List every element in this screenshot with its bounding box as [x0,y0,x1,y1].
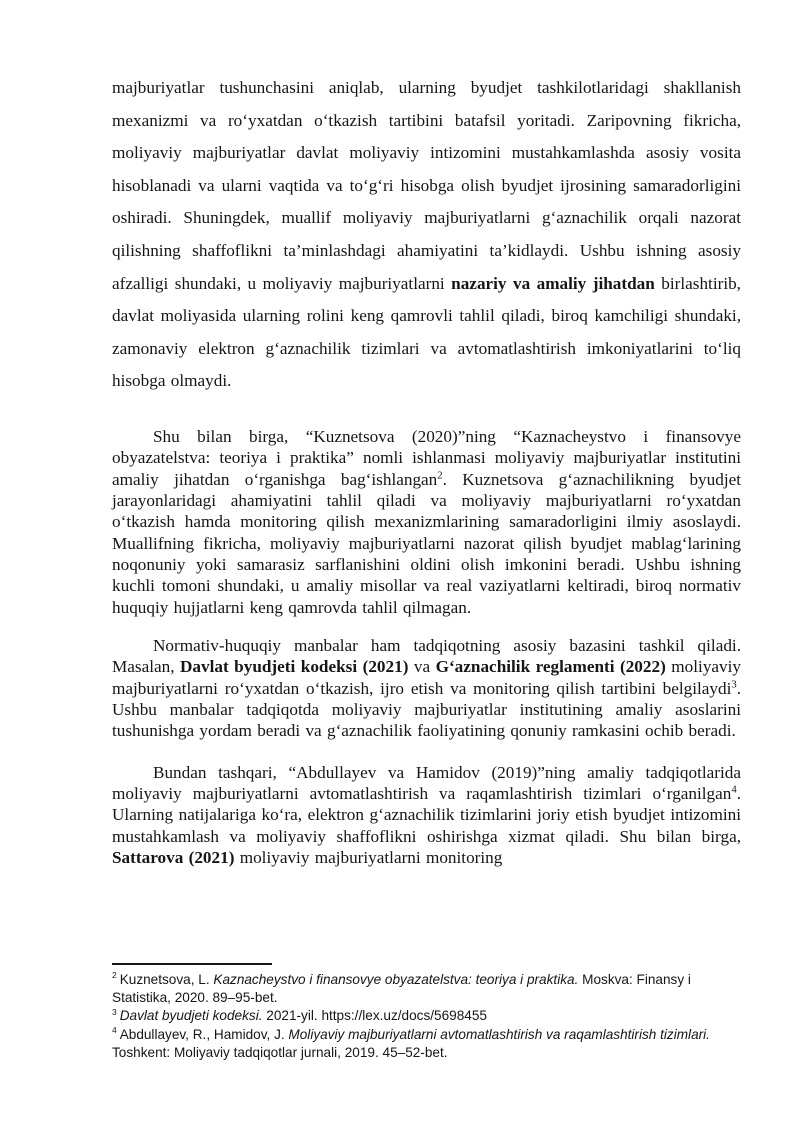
text-run: birlashtirib, davlat moliyasida ularning rolini keng qamrovli tahlil qiladi, biroq kamchiligi shundaki, zamonaviy elektron g‘aznachilik tizimlari va avtomatlashtirish imkoniyatlarini to‘liq hisobga olmaydi. [112,273,741,391]
footnote-marker: 4 [112,1025,117,1036]
paragraph [112,635,741,742]
italic-title: Kaznacheystvo i finansovye obyazatelstva: teoriya i praktika. [213,972,579,987]
footnote-url: https://lex.uz/docs/5698455 [321,1008,487,1024]
bold-emphasis: nazariy va amaliy jihatdan [451,273,655,293]
text-run: Kuznetsova, L. [119,972,214,987]
text-run: Bundan tashqari, “Abdullayev va Hamidov (2019)”ning amaliy tadqiqotlarida moliyaviy majburiyatlarni avtomatlashtirish va raqamlashtirish tizimlari o‘rganilgan [112,762,741,804]
paragraph [112,762,741,869]
text-run: . Ushbu manbalar tadqiqotda moliyaviy majburiyatlar institutining amaliy asoslarini tushunishga yordam beradi va g‘aznachilik faoliyatining qonuniy ramkasini ochib beradi. [112,678,741,741]
italic-title: Moliyaviy majburiyatlarni avtomatlashtirish va raqamlashtirish tizimlari. [288,1026,710,1042]
footnote [112,1007,741,1025]
text-run: majburiyatlar tushunchasini aniqlab, ularning byudjet tashkilotlaridagi shakllanish mexanizmi va ro‘yxatdan o‘tkazish tartibini batafsil yoritadi. Zaripovning fikricha, moliyaviy majburiyatlar davlat moliyaviy intizomini mustahkamlashda asosiy vosita hisoblanadi va ularni vaqtida va to‘g‘ri hisobga olish byudjet ijrosining samaradorligini oshiradi. Shuningdek, muallif moliyaviy majburiyatlarni g‘aznachilik orqali nazorat qilishning shaffoflikni ta’minlashdagi ahamiyatini ta’kidlaydi. Ushbu ishning asosiy afzalligi shundaki, u moliyaviy majburiyatlarni [112,78,741,293]
text-run: Abdullayev, R., Hamidov, J. [119,1026,289,1042]
text-run: Normativ-huquqiy manbalar ham tadqiqotning asosiy bazasini tashkil qiladi. Masalan, [112,636,741,677]
text-run: va [408,657,436,677]
footnote-section [112,963,741,1062]
footnote-ref-4: 4 [731,784,737,796]
text-run: moliyaviy majburiyatlarni ro‘yxatdan o‘tkazish, ijro etish va monitoring qilish tartibini belgilaydi [112,657,741,698]
bold-emphasis: Davlat byudjeti kodeksi (2021) [180,657,409,677]
text-run: . Ularning natijalariga ko‘ra, elektron g‘aznachilik tizimlarini joriy etish byudjet intizomini mustahkamlash va moliyaviy shaffoflikni oshirishga xizmat qiladi. Shu bilan birga, [112,784,741,846]
bold-emphasis: G‘aznachilik reglamenti (2022) [435,657,666,677]
footnote-separator [112,963,272,965]
footnote-year: 2021-yil. [262,1008,322,1024]
text-run: Shu bilan birga, “Kuznetsova (2020)”ning “Kaznacheystvo i finansovye obyazatelstva: teoriya i praktika” nomli ishlanmasi moliyaviy majburiyatlar institutini amaliy jihatdan o‘rganishga bag‘ishlangan [112,426,741,489]
paragraph [112,426,741,618]
footnote-marker: 2 [112,970,117,981]
footnote-marker: 3 [112,1006,117,1017]
text-run: Toshkent: Moliyaviy tadqiqotlar jurnali, 2019. 45–52-bet. [112,1044,448,1060]
footnote-ref-3: 3 [731,678,737,690]
footnote [112,971,741,1007]
footnote-list [112,971,741,1062]
text-run: moliyaviy majburiyatlarni monitoring [234,848,503,868]
bold-emphasis: Sattarova (2021) [112,848,235,868]
document-body [112,72,741,868]
text-run: . Kuznetsova g‘aznachilikning byudjet jarayonlaridagi ahamiyatini tahlil qiladi va moliyaviy majburiyatlarni ro‘yxatdan o‘tkazish hamda monitoring qilish mexanizmlarining samaradorligini ilmiy asoslaydi. Muallifning fikricha, moliyaviy majburiyatlarni nazorat qilish byudjet mablag‘larining noqonuniy yoki samarasiz sarflanishini oldini olish imkonini beradi. Ushbu ishning kuchli tomoni shundaki, u amaliy misollar va real vaziyatlarni keltiradi, biroq normativ huquqiy hujjatlarni keng qamrovda tahlil qilmagan. [112,469,741,617]
paragraph [112,72,741,398]
footnote-ref-2: 2 [437,469,443,481]
text-run: Moskva: Finansy i Statistika, 2020. 89–95-bet. [112,972,691,1006]
italic-title: Davlat byudjeti kodeksi. [119,1008,263,1024]
footnote [112,1026,741,1062]
